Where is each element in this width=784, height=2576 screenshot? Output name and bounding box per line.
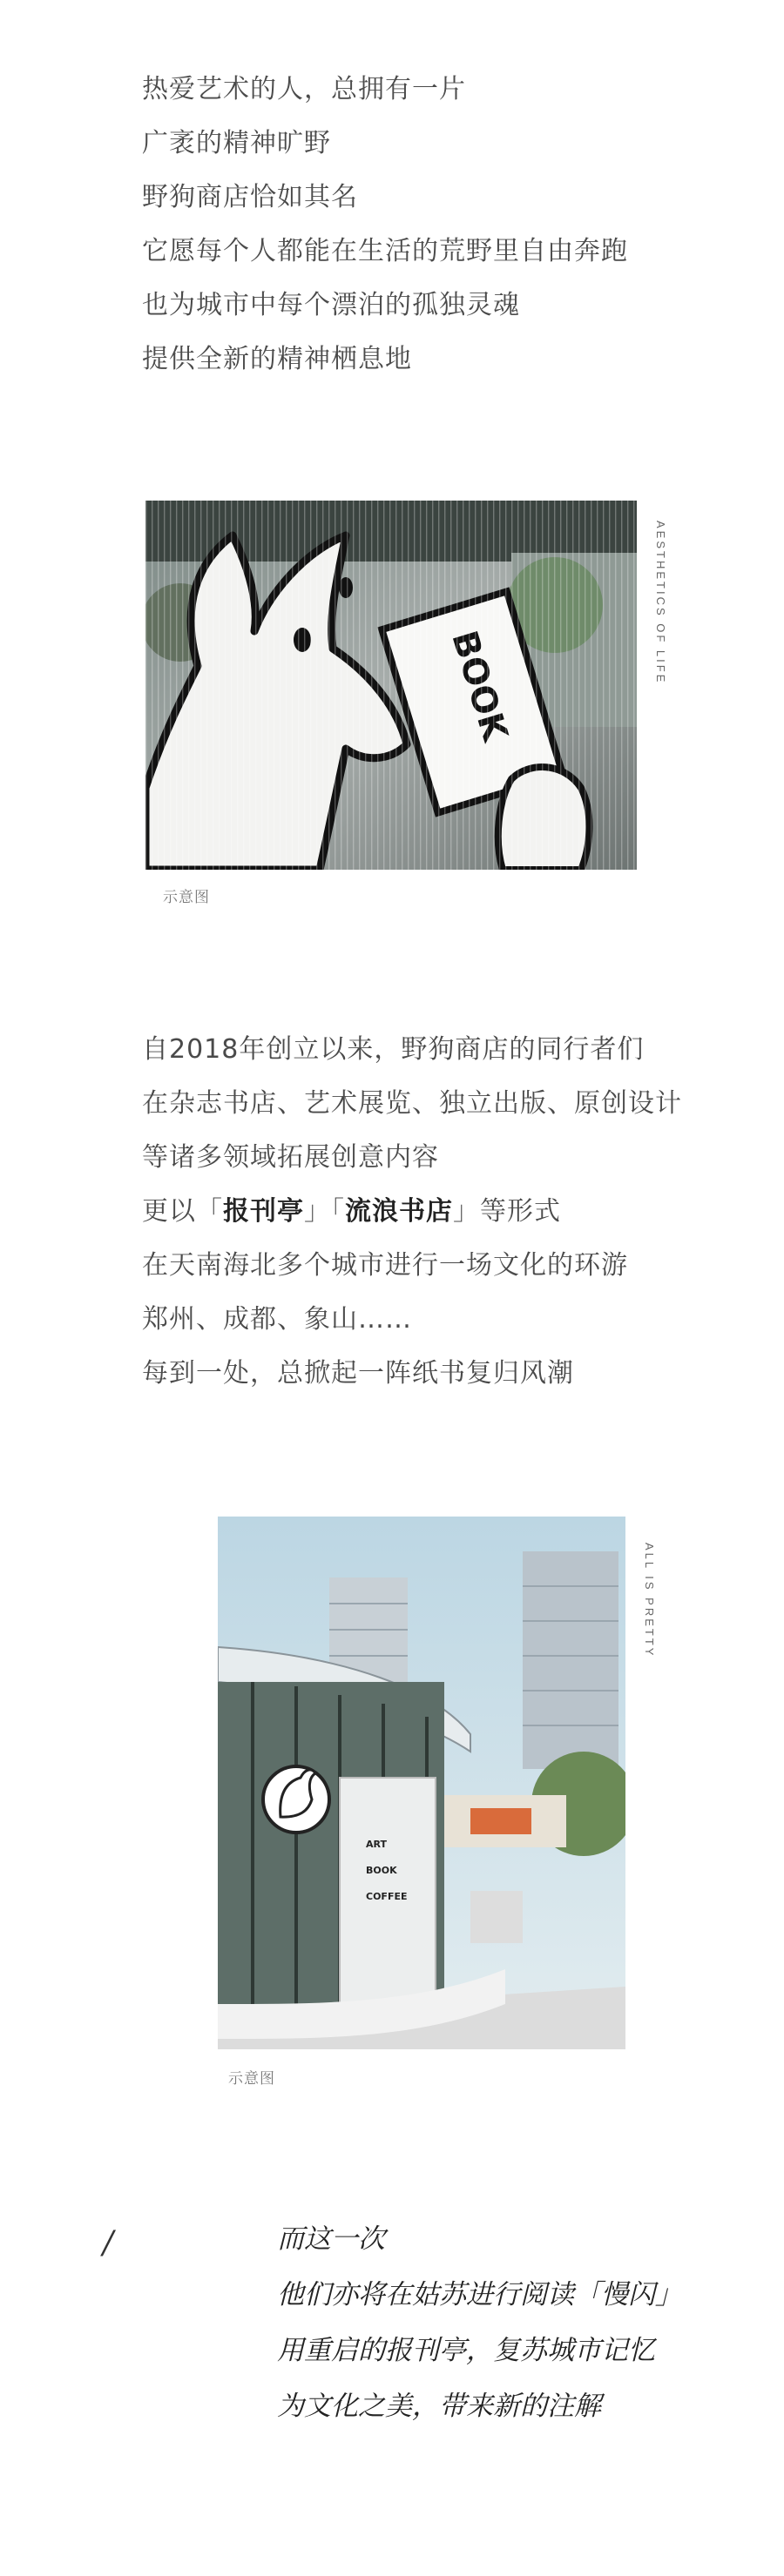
forms-prefix: 更以「 xyxy=(142,1196,223,1227)
intro-line: 野狗商店恰如其名 xyxy=(142,182,358,212)
intro-line: 也为城市中每个漂泊的孤独灵魂 xyxy=(142,290,520,320)
newsstand-emphasis: 报刊亭 xyxy=(223,1196,304,1227)
wandering-bookstore-emphasis: 流浪书店 xyxy=(345,1196,453,1227)
closing-line: 而这一次 xyxy=(277,2223,385,2255)
closing-paragraph xyxy=(277,2211,682,2434)
closing-line: 用重启的报刊亭，复苏城市记忆 xyxy=(277,2335,655,2366)
storefront-photo xyxy=(218,1517,625,2049)
intro-line: 提供全新的精神栖息地 xyxy=(142,344,412,374)
closing-line: 为文化之美，带来新的注解 xyxy=(277,2391,601,2422)
dog-book-photo xyxy=(145,501,637,870)
history-line: 在天南海北多个城市进行一场文化的环游 xyxy=(142,1250,628,1281)
sign-line-book: BOOK xyxy=(366,1865,397,1876)
sign-line-art: ART xyxy=(366,1839,387,1850)
history-line: 每到一处，总掀起一阵纸书复归风潮 xyxy=(142,1358,574,1389)
forms-line xyxy=(142,1185,682,1239)
history-line: 自2018年创立以来，野狗商店的同行者们 xyxy=(142,1034,645,1065)
forms-mid: 」「 xyxy=(304,1196,345,1227)
sign-line-coffee: COFFEE xyxy=(366,1891,408,1902)
slash-mark: / xyxy=(103,2225,114,2261)
forms-suffix: 」等形式 xyxy=(453,1196,561,1227)
history-line: 在杂志书店、艺术展览、独立出版、原创设计 xyxy=(142,1088,682,1119)
all-is-pretty-side-label: ALL IS PRETTY xyxy=(643,1543,656,1658)
figure-caption: 示意图 xyxy=(228,2070,275,2088)
figure-caption: 示意图 xyxy=(163,889,210,906)
closing-line: 他们亦将在姑苏进行阅读「慢闪」 xyxy=(277,2279,682,2310)
intro-line: 广袤的精神旷野 xyxy=(142,128,331,158)
aesthetics-side-label: AESTHETICS OF LIFE xyxy=(654,521,667,685)
history-paragraph xyxy=(142,1023,682,1401)
history-line: 等诸多领域拓展创意内容 xyxy=(142,1142,439,1173)
intro-line: 热爱艺术的人，总拥有一片 xyxy=(142,74,466,104)
history-line: 郑州、成都、象山…… xyxy=(142,1304,412,1335)
intro-line: 它愿每个人都能在生活的荒野里自由奔跑 xyxy=(142,236,628,266)
intro-paragraph xyxy=(142,63,628,387)
